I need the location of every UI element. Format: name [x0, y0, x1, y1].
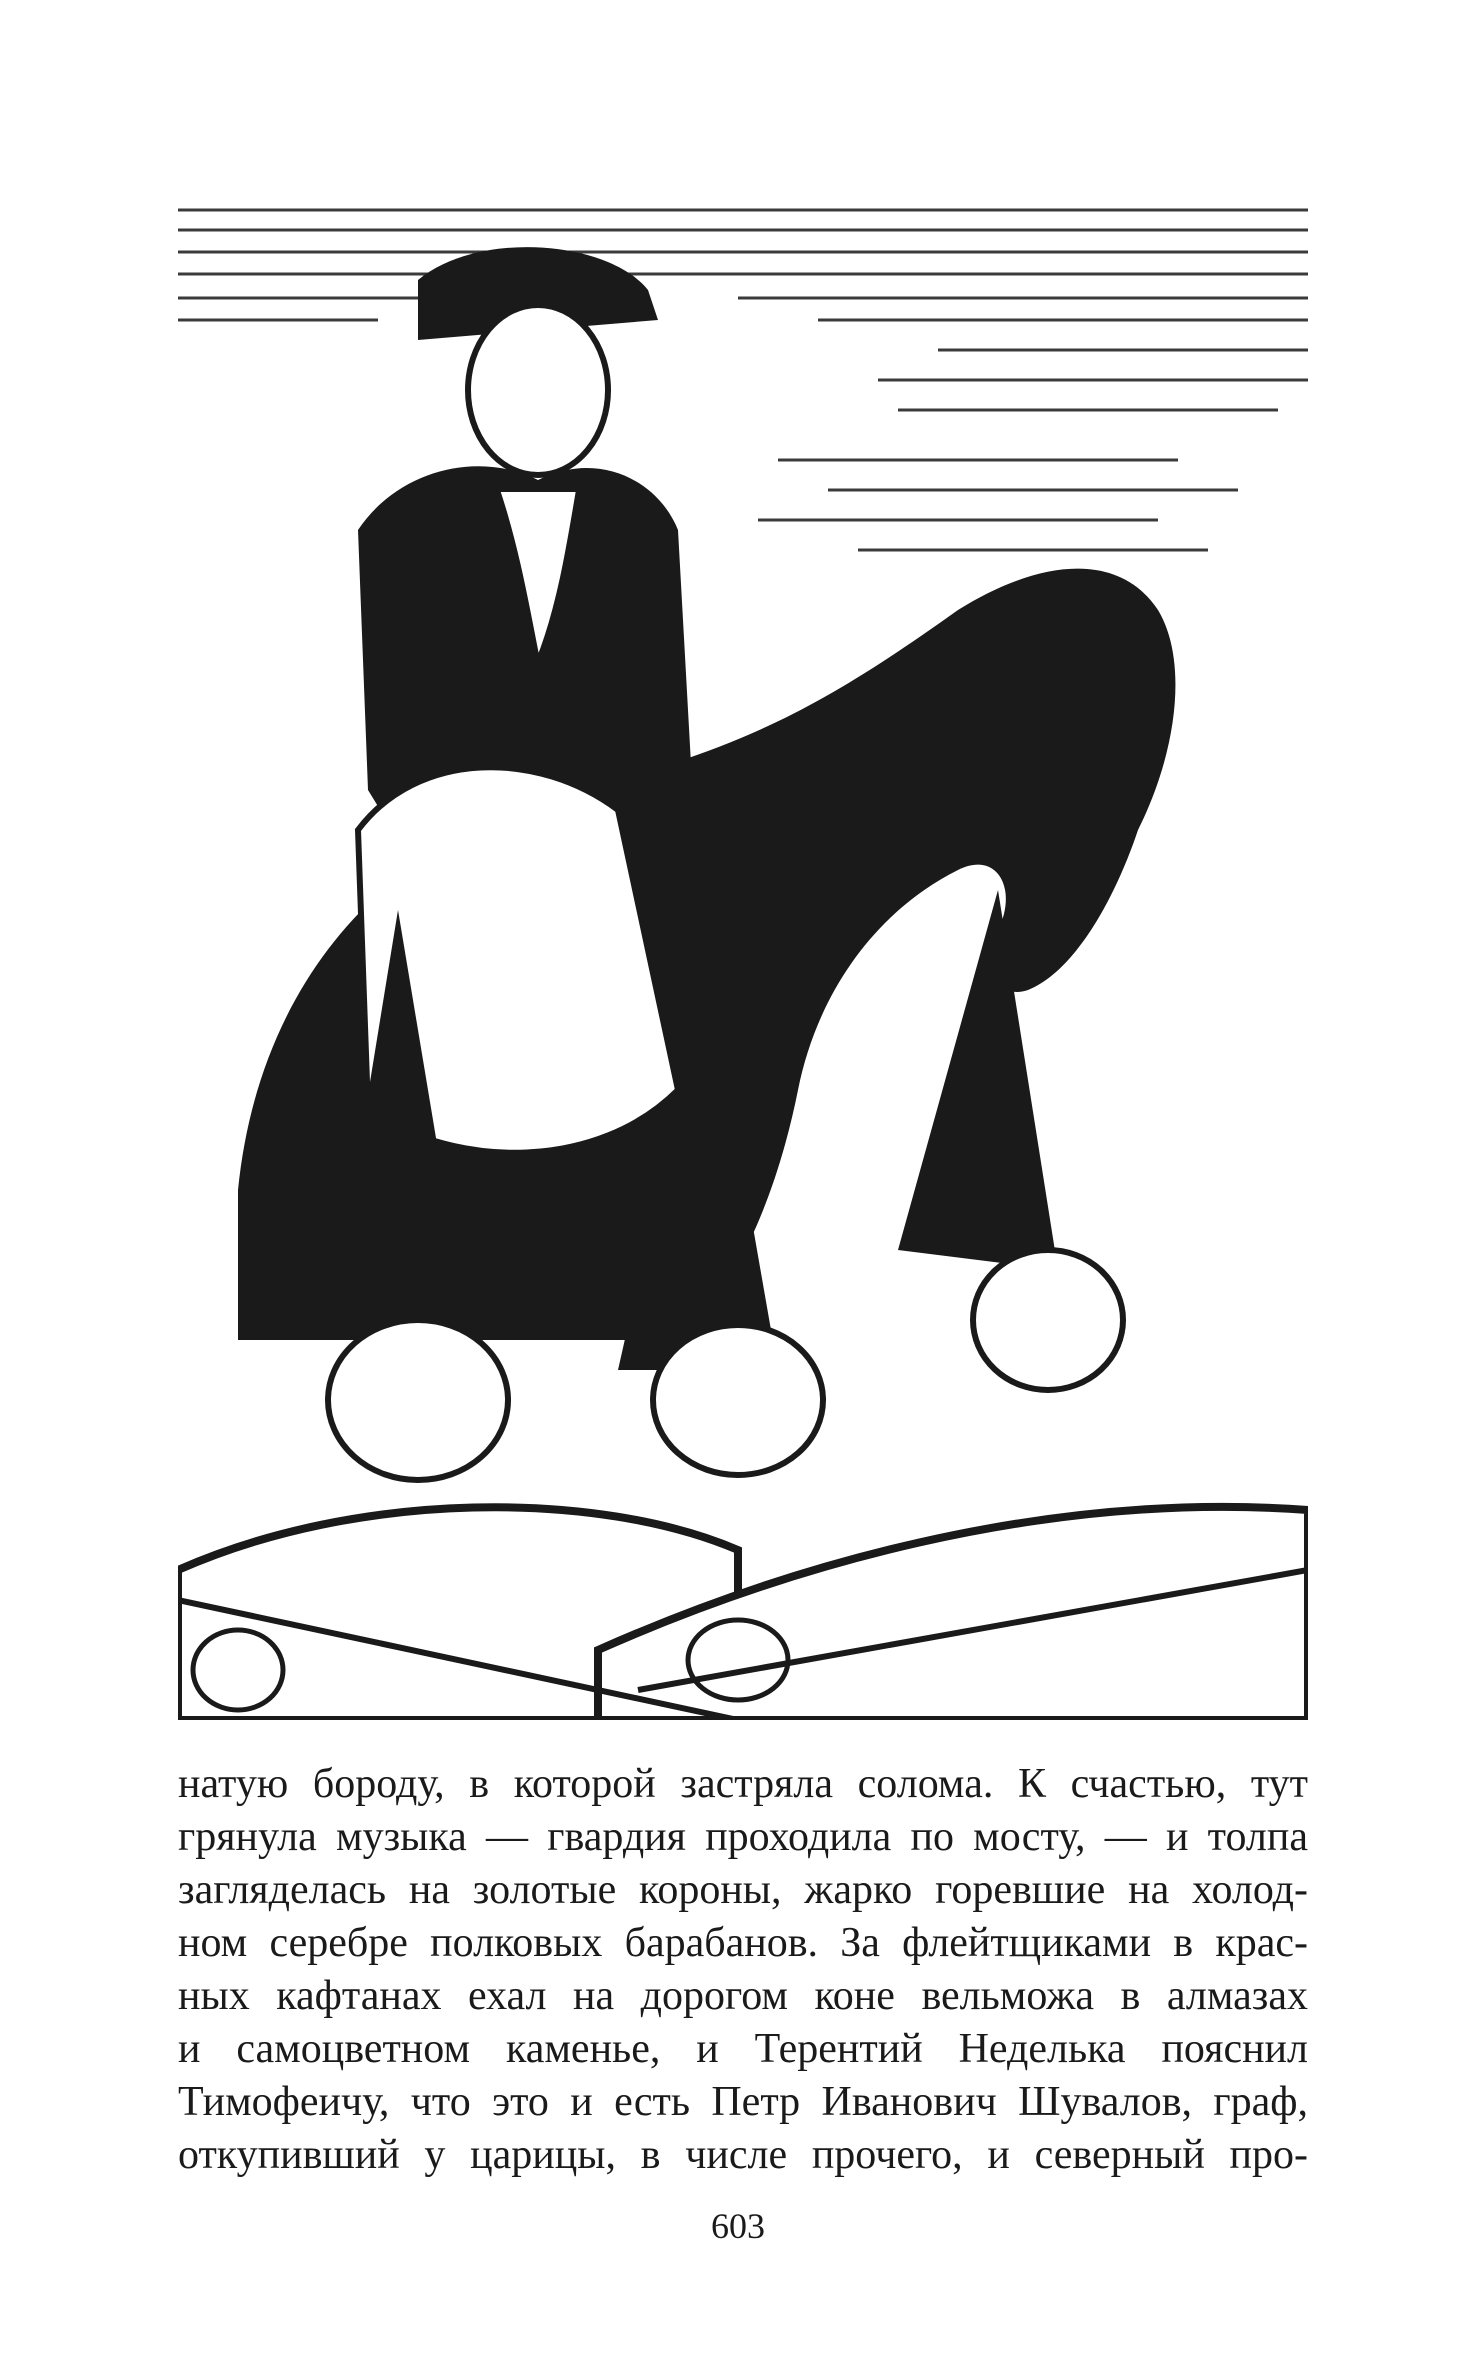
text-line: ных кафтанах ехал на дорогом коне вельможа в алмазах: [178, 1973, 1308, 2019]
illustration-nobleman-on-horse: [178, 190, 1308, 1720]
text-line: загляделась на золотые короны, жарко горевшие на холод-: [178, 1867, 1308, 1913]
text-line: натую бороду, в которой застряла солома. К счастью, тут: [178, 1761, 1308, 1807]
text-line: ном серебре полковых барабанов. За флейтщиками в крас-: [178, 1920, 1308, 1966]
page-number: 603: [711, 2206, 765, 2246]
text-line: и самоцветном каменье, и Терентий Неделька пояснил: [178, 2026, 1308, 2072]
text-line: грянула музыка — гвардия проходила по мосту, — и толпа: [178, 1814, 1308, 1860]
body-text: [178, 1758, 1308, 2182]
engraving-image: [178, 190, 1308, 1720]
text-line: Тимофеичу, что это и есть Петр Иванович Шувалов, граф,: [178, 2079, 1308, 2125]
text-line: откупивший у царицы, в числе прочего, и северный про-: [178, 2132, 1308, 2178]
